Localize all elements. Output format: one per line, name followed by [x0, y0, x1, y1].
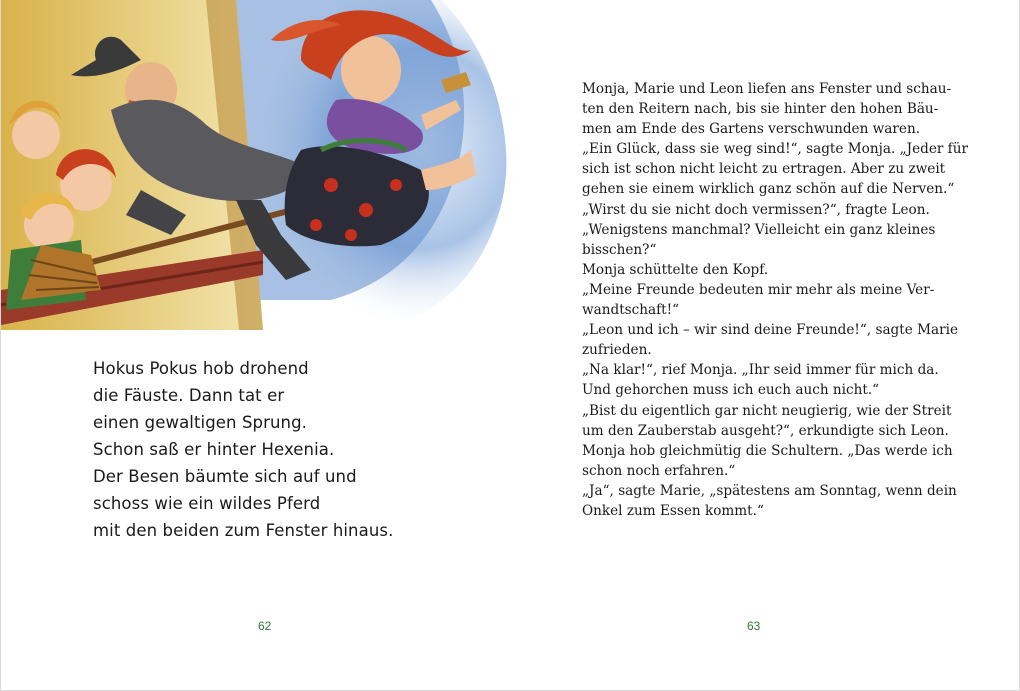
narrative-line: „Meine Freunde bedeuten mir mehr als meine Ver-	[582, 281, 935, 298]
narrative-line: Und gehorchen muss ich euch auch nicht.“	[582, 382, 880, 399]
narrative-line: men am Ende des Gartens verschwunden waren.	[582, 121, 921, 138]
narrative-line: Monja hob gleichmütig die Schultern. „Das werde ich	[582, 442, 953, 459]
story-line: schoss wie ein wildes Pferd	[93, 494, 321, 513]
narrative-line: „Bist du eigentlich gar nicht neugierig, wie der Streit	[582, 402, 952, 419]
narrative-line: gehen sie einem wirklich ganz schön auf die Nerven.“	[582, 181, 955, 198]
story-line: Der Besen bäumte sich auf und	[93, 467, 357, 486]
page-number-right: 63	[747, 619, 761, 633]
narrative-line: „Leon und ich – wir sind deine Freunde!“, sagte Marie	[582, 322, 958, 339]
narrative-line: Monja, Marie und Leon liefen ans Fenster und schau-	[582, 81, 952, 97]
narrative-line: „Na klar!“, rief Monja. „Ihr seid immer für mich da.	[582, 362, 939, 379]
narrative-line: um den Zauberstab ausgeht?“, erkundigte sich Leon.	[582, 422, 949, 439]
flying-witches-illustration	[1, 0, 511, 335]
narrative-text	[582, 79, 968, 521]
story-line: Schon saß er hinter Hexenia.	[93, 440, 335, 459]
narrative-line: „Wirst du sie nicht doch vermissen?“, fragte Leon.	[582, 201, 930, 218]
narrative-line: „Wenigstens manchmal? Vielleicht ein ganz kleines	[582, 221, 936, 238]
narrative-line: schon noch erfahren.“	[582, 462, 736, 479]
narrative-line: „Ja“, sagte Marie, „spätestens am Sonntag, wenn dein	[582, 482, 957, 499]
story-line: mit den beiden zum Fenster hinaus.	[93, 521, 394, 540]
narrative-line: zufrieden.	[582, 342, 652, 359]
narrative-line: sich ist schon nicht leicht zu ertragen. Aber zu zweit	[582, 161, 946, 178]
narrative-line: ten den Reitern nach, bis sie hinter den hohen Bäu-	[582, 101, 939, 118]
story-line: Hokus Pokus hob drohend	[93, 359, 309, 378]
narrative-line: Monja schüttelte den Kopf.	[582, 261, 769, 278]
narrative-line: wandtschaft!“	[582, 302, 680, 319]
narrative-line: Onkel zum Essen kommt.“	[582, 502, 764, 519]
story-line: die Fäuste. Dann tat er	[93, 386, 285, 405]
illustration-artwork	[1, 0, 511, 335]
page-number-left: 62	[258, 619, 272, 633]
story-line: einen gewaltigen Sprung.	[93, 413, 308, 432]
narrative-line: bisschen?“	[582, 241, 657, 258]
story-text	[93, 355, 393, 544]
narrative-line: „Ein Glück, dass sie weg sind!“, sagte Monja. „Jeder für	[582, 141, 968, 158]
